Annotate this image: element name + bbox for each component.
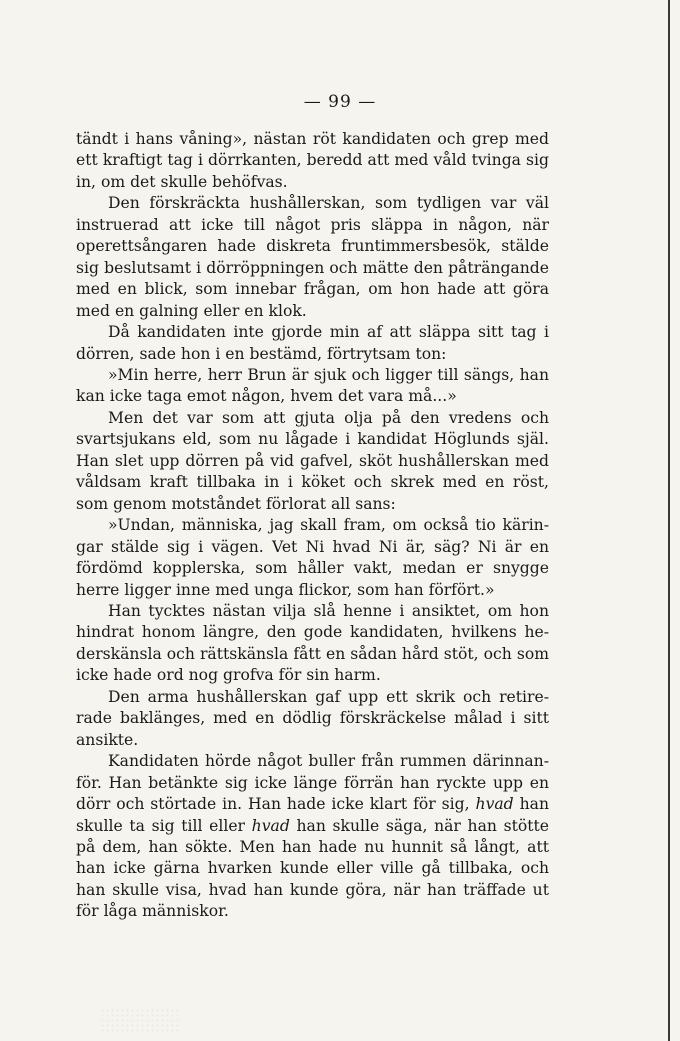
paragraph-text: »Undan, människa, jag skall fram, om också tio kärin-gar stälde sig i vägen. Vet Ni hvad Ni är, säg? Ni är en fördömd kopplerska, som håller vakt, medan er snygge herre ligger inne med unga flickor, som han förfört.»	[76, 516, 549, 599]
paragraph-text: Den arma hushållerskan gaf upp ett skrik och retire-rade baklänges, med en dödlig förskräckelse målad i sitt ansikte.	[76, 687, 549, 749]
paragraph-text: Men det var som att gjuta olja på den vredens och svartsjukans eld, som nu lågade i kandidat Höglunds själ. Han slet upp dörren på vid gafvel, sköt hushållerskan med våldsam kraft tillbaka in i köket och skrek med en röst, som genom motståndet förlorat all sans:	[76, 408, 549, 513]
scan-noise	[100, 1008, 180, 1033]
paragraph-text: tändt i hans våning», nästan röt kandidaten och grep med ett kraftigt tag i dörrkanten, beredd att med våld tvinga sig in, om det skulle behöfvas.	[76, 130, 549, 191]
paragraph	[76, 365, 549, 408]
italic-text: hvad	[475, 795, 514, 814]
paragraph	[76, 601, 549, 687]
paragraph-text: han skulle säga, när han stötte på dem, han sökte. Men han hade nu hunnit så långt, att han icke gärna hvarken kunde eller ville gå tillbaka, och han skulle visa, hvad han kunde göra, när han träffade ut för låga människor.	[76, 816, 550, 921]
paragraph-text: »Min herre, herr Brun är sjuk och ligger till sängs, han kan icke taga emot någon, hvem det vara må...»	[76, 365, 549, 406]
paragraph-text: Den förskräckta hushållerskan, som tydligen var väl instruerad att icke till något pris släppa in någon, när operettsångaren hade diskreta fruntimmersbesök, stälde sig beslutsamt i dörröppningen och mätte den påträngande med en blick, som innebar frågan, om hon hade att göra med en galning eller en klok.	[76, 194, 549, 320]
paragraph	[76, 322, 549, 365]
paragraph-text: Han tycktes nästan vilja slå henne i ansiktet, om hon hindrat honom längre, den gode kandidaten, hvilkens he-derskänsla och rättskänsla fått en sådan hård stöt, och som icke hade ord nog grofva för sin harm.	[76, 601, 549, 685]
page-edge-line	[668, 0, 670, 1041]
paragraph-text: Då kandidaten inte gjorde min af att släppa sitt tag i dörren, sade hon i en bestämd, förtrytsam ton:	[76, 323, 549, 363]
italic-text: hvad	[251, 816, 290, 835]
body-text	[76, 129, 549, 923]
paragraph	[76, 751, 549, 923]
paragraph-text: Kandidaten hörde något buller från rummen därinnan-för. Han betänkte sig icke länge förrän han ryckte upp en dörr och störtade in. Han hade icke klart för sig,	[76, 752, 549, 814]
paragraph	[76, 408, 549, 515]
paragraph	[76, 687, 549, 751]
paragraph	[76, 193, 549, 322]
paragraph	[76, 129, 549, 193]
paragraph	[76, 515, 549, 601]
paragraph-text: han skulle ta sig till eller	[76, 795, 549, 835]
page-number: — 99 —	[303, 92, 377, 112]
